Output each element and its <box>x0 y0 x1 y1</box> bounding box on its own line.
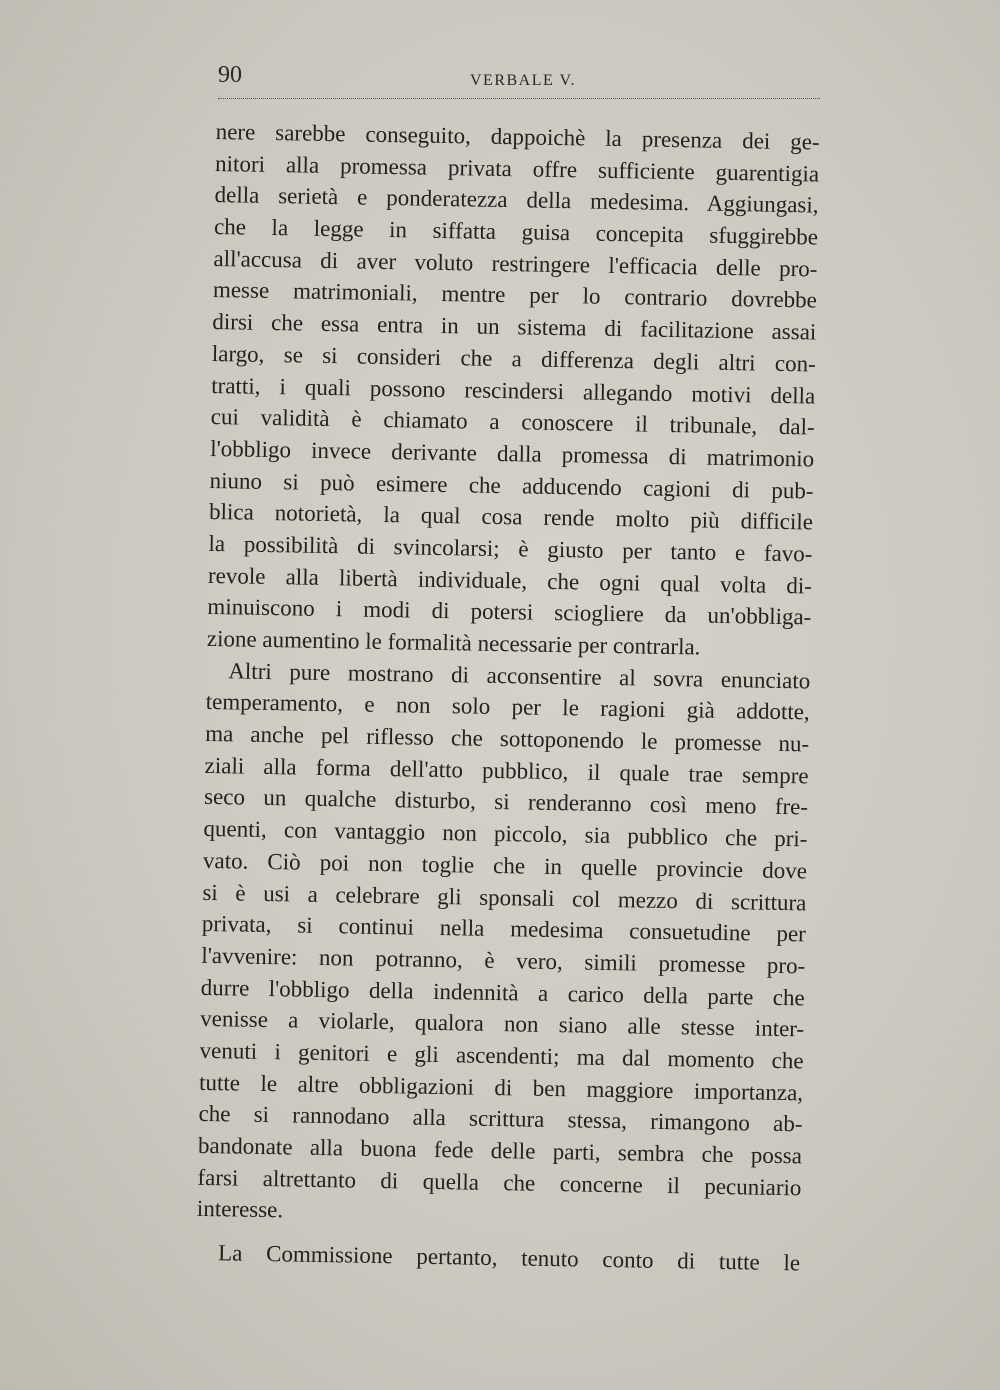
text-line: privata, si continui nella medesima consuetudine per <box>201 911 807 947</box>
text-line: nitori alla promessa privata offre sufficiente guarentigia <box>214 150 820 187</box>
text-line: quenti, con vantaggio non piccolo, sia pubblico che pri- <box>203 816 808 852</box>
text-line: venuti i genitori e gli ascendenti; ma dal momento che <box>199 1037 804 1074</box>
text-line: che si rannodano alla scrittura stessa, rimangono ab- <box>198 1101 803 1137</box>
running-head <box>218 62 818 92</box>
text-line: l'avvenire: non potranno, è vero, simili promesse pro- <box>201 942 806 979</box>
text-line: tratti, i quali possono rescindersi allegando motivi della <box>211 372 816 408</box>
text-line: largo, se si consideri che a differenza degli altri con- <box>211 340 816 377</box>
text-line: interesse. <box>196 1196 284 1223</box>
text-line: blica notorietà, la qual cosa rende molto più difficile <box>208 499 814 535</box>
text-line: revole alla libertà individuale, che ogni qual volta di- <box>207 562 813 599</box>
text-line: seco un qualche disturbo, si renderanno così meno fre- <box>203 784 809 820</box>
text-line: minuiscono i modi di potersi sciogliere da un'obbliga- <box>207 594 812 630</box>
text-line: venisse a violarle, qualora non siano alle stesse inter- <box>200 1006 805 1042</box>
text-line: niuno si può esimere che adducendo cagioni di pub- <box>209 467 814 504</box>
text-line: si è usi a celebrare gli sponsali col mezzo di scrittura <box>202 879 807 915</box>
text-line: La Commissione pertanto, tenuto conto di tutte le <box>217 1240 801 1276</box>
page-number: 90 <box>218 62 242 88</box>
text-line: che la legge in siffatta guisa concepita sfuggirebbe <box>213 214 819 250</box>
text-line: bandonate alla buona fede delle parti, sembra che possa <box>197 1132 803 1169</box>
text-line: la possibilità di svincolarsi; è giusto per tanto e favo- <box>208 530 813 567</box>
text-line: Altri pure mostrano di acconsentire al sovra enunciato <box>228 657 811 694</box>
text-line: ziali alla forma dell'atto pubblico, il quale trae sempre <box>204 752 809 789</box>
text-line: tutte le altre obbligazioni di ben maggiore importanza, <box>198 1069 804 1106</box>
text-line: messe matrimoniali, mentre per lo contrario dovrebbe <box>212 277 818 313</box>
text-line: cui validità è chiamato a conoscere il tribunale, dal- <box>210 404 815 440</box>
running-title: VERBALE V. <box>470 72 576 89</box>
text-line: ma anche pel riflesso che sottoponendo le promesse nu- <box>205 720 810 757</box>
text-line: della serietà e ponderatezza della medesima. Aggiungasi, <box>214 182 819 218</box>
text-line: durre l'obbligo della indennità a carico della parte che <box>200 974 805 1010</box>
header-rule <box>218 98 820 99</box>
text-line: dirsi che essa entra in un sistema di facilitazione assai <box>212 309 817 345</box>
body-text <box>196 116 820 1279</box>
text-line: vato. Ciò poi non toglie che in quelle provincie dove <box>202 847 808 884</box>
text-line: temperamento, e non solo per le ragioni già addotte, <box>205 689 810 725</box>
text-line: all'accusa di aver voluto restringere l'efficacia delle pro- <box>213 245 818 282</box>
text-line: l'obbligo invece derivante dalla promessa di matrimonio <box>209 435 815 472</box>
text-line: nere sarebbe conseguito, dappoichè la presenza dei ge- <box>215 118 820 155</box>
text-line: zione aumentino le formalità necessarie per contrarla. <box>206 625 701 660</box>
text-line: farsi altrettanto di quella che concerne il pecuniario <box>197 1164 802 1201</box>
